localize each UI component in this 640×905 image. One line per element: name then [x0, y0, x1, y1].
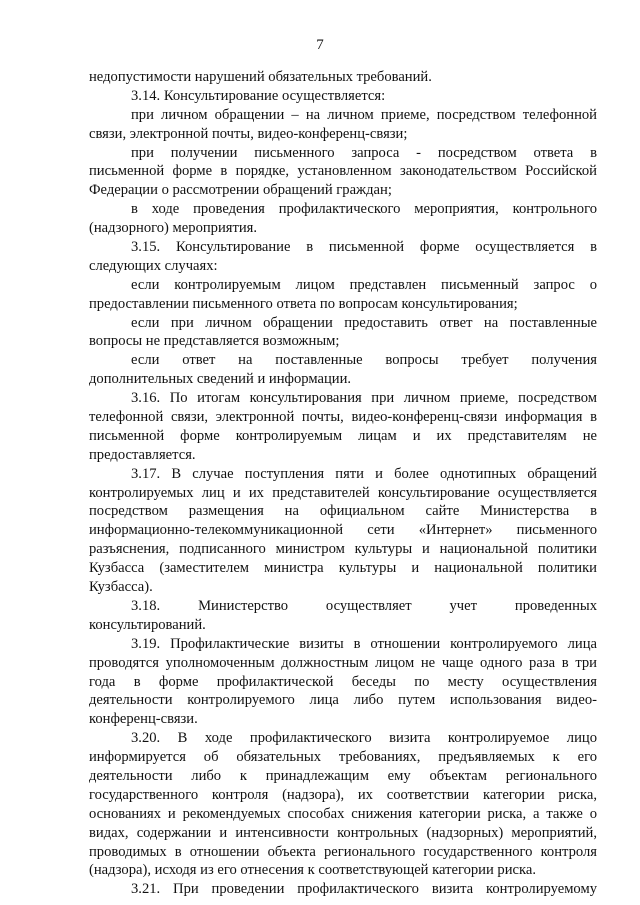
text-line: 3.16. По итогам консультирования при личном приеме, посредством — [131, 390, 597, 407]
text-line: конференц-связи. — [89, 711, 198, 728]
text-line: (надзорного) мероприятия. — [89, 220, 258, 237]
text-line: если контролируемым лицом представлен письменный запрос о — [131, 276, 597, 293]
text-line: дополнительных сведений и информации. — [89, 371, 352, 388]
text-line: (надзора), исходя из его отнесения к соответствующей категории риска. — [89, 862, 537, 879]
text-line: при получении письменного запроса - посредством ответа в — [131, 144, 597, 161]
text-line: государственного контроля (надзора), их соответствии категории риска, — [89, 786, 597, 803]
text-line: Кузбасса (заместителем министра культуры и национальной политики — [89, 560, 597, 577]
document-body — [89, 68, 597, 899]
text-line: 3.17. В случае поступления пяти и более однотипных обращений — [131, 465, 597, 482]
text-line: проводятся уполномоченным должностным лицом не чаще одного раза в три — [89, 654, 597, 671]
text-line: если ответ на поставленные вопросы требует получения — [131, 352, 597, 369]
text-line: разъяснения, подписанного министром культуры и национальной политики — [89, 541, 597, 558]
text-line: 3.20. В ходе профилактического визита контролируемое лицо — [131, 730, 597, 747]
text-line: информируется об обязательных требованиях, предъявляемых к его — [89, 749, 597, 766]
text-line: письменной форме контролируемым лицам и их представителям не — [89, 427, 597, 444]
text-line: 3.15. Консультирование в письменной форме осуществляется в — [131, 239, 597, 256]
text-line: контролируемых лиц и их представителей консультирование осуществляется — [89, 484, 597, 501]
text-line: проводимых в отношении объекта регионального государственного контроля — [89, 843, 597, 860]
text-line: посредством размещения на официальном сайте Министерства в — [89, 503, 597, 520]
text-line: Федерации о рассмотрении обращений граждан; — [89, 182, 392, 199]
text-line: вопросы не представляется возможным; — [89, 333, 340, 350]
text-line: года в форме профилактической беседы по месту осуществления — [89, 673, 597, 690]
text-line: следующих случаях: — [89, 257, 218, 274]
text-line: телефонной связи, электронной почты, видео-конференц-связи информация в — [89, 409, 597, 426]
text-line: консультирований. — [89, 616, 206, 633]
text-line: информационно-телекоммуникационной сети «Интернет» письменного — [89, 522, 597, 539]
text-line: видах, содержании и интенсивности контрольных (надзорных) мероприятий, — [89, 824, 597, 841]
text-line: Кузбасса). — [89, 579, 153, 596]
text-line: основаниях и рекомендуемых способах снижения категории риска, а также о — [89, 805, 597, 822]
text-line: деятельности либо к принадлежащим ему объектам регионального — [89, 767, 597, 784]
text-line: недопустимости нарушений обязательных требований. — [89, 69, 432, 85]
text-line: при личном обращении – на личном приеме, посредством телефонной — [131, 106, 597, 123]
text-line: в ходе проведения профилактического мероприятия, контрольного — [131, 201, 597, 218]
text-line: 3.14. Консультирование осуществляется: — [131, 87, 386, 104]
text-line: 3.21. При проведении профилактического визита контролируемому — [131, 881, 597, 898]
text-line: письменной форме в порядке, установленном законодательством Российской — [89, 163, 597, 180]
text-line: если при личном обращении предоставить ответ на поставленные — [131, 314, 597, 331]
text-line: 3.19. Профилактические визиты в отношении контролируемого лица — [131, 635, 597, 652]
text-line: предоставлении письменного ответа по вопросам консультирования; — [89, 295, 518, 312]
page-number: 7 — [316, 37, 324, 53]
text-line: 3.18. Министерство осуществляет учет проведенных — [131, 597, 597, 614]
text-line: деятельности контролируемого лица либо путем использования видео- — [89, 692, 597, 709]
text-line: связи, электронной почты, видео-конференц-связи; — [89, 125, 408, 142]
text-line: предоставляется. — [89, 446, 196, 463]
